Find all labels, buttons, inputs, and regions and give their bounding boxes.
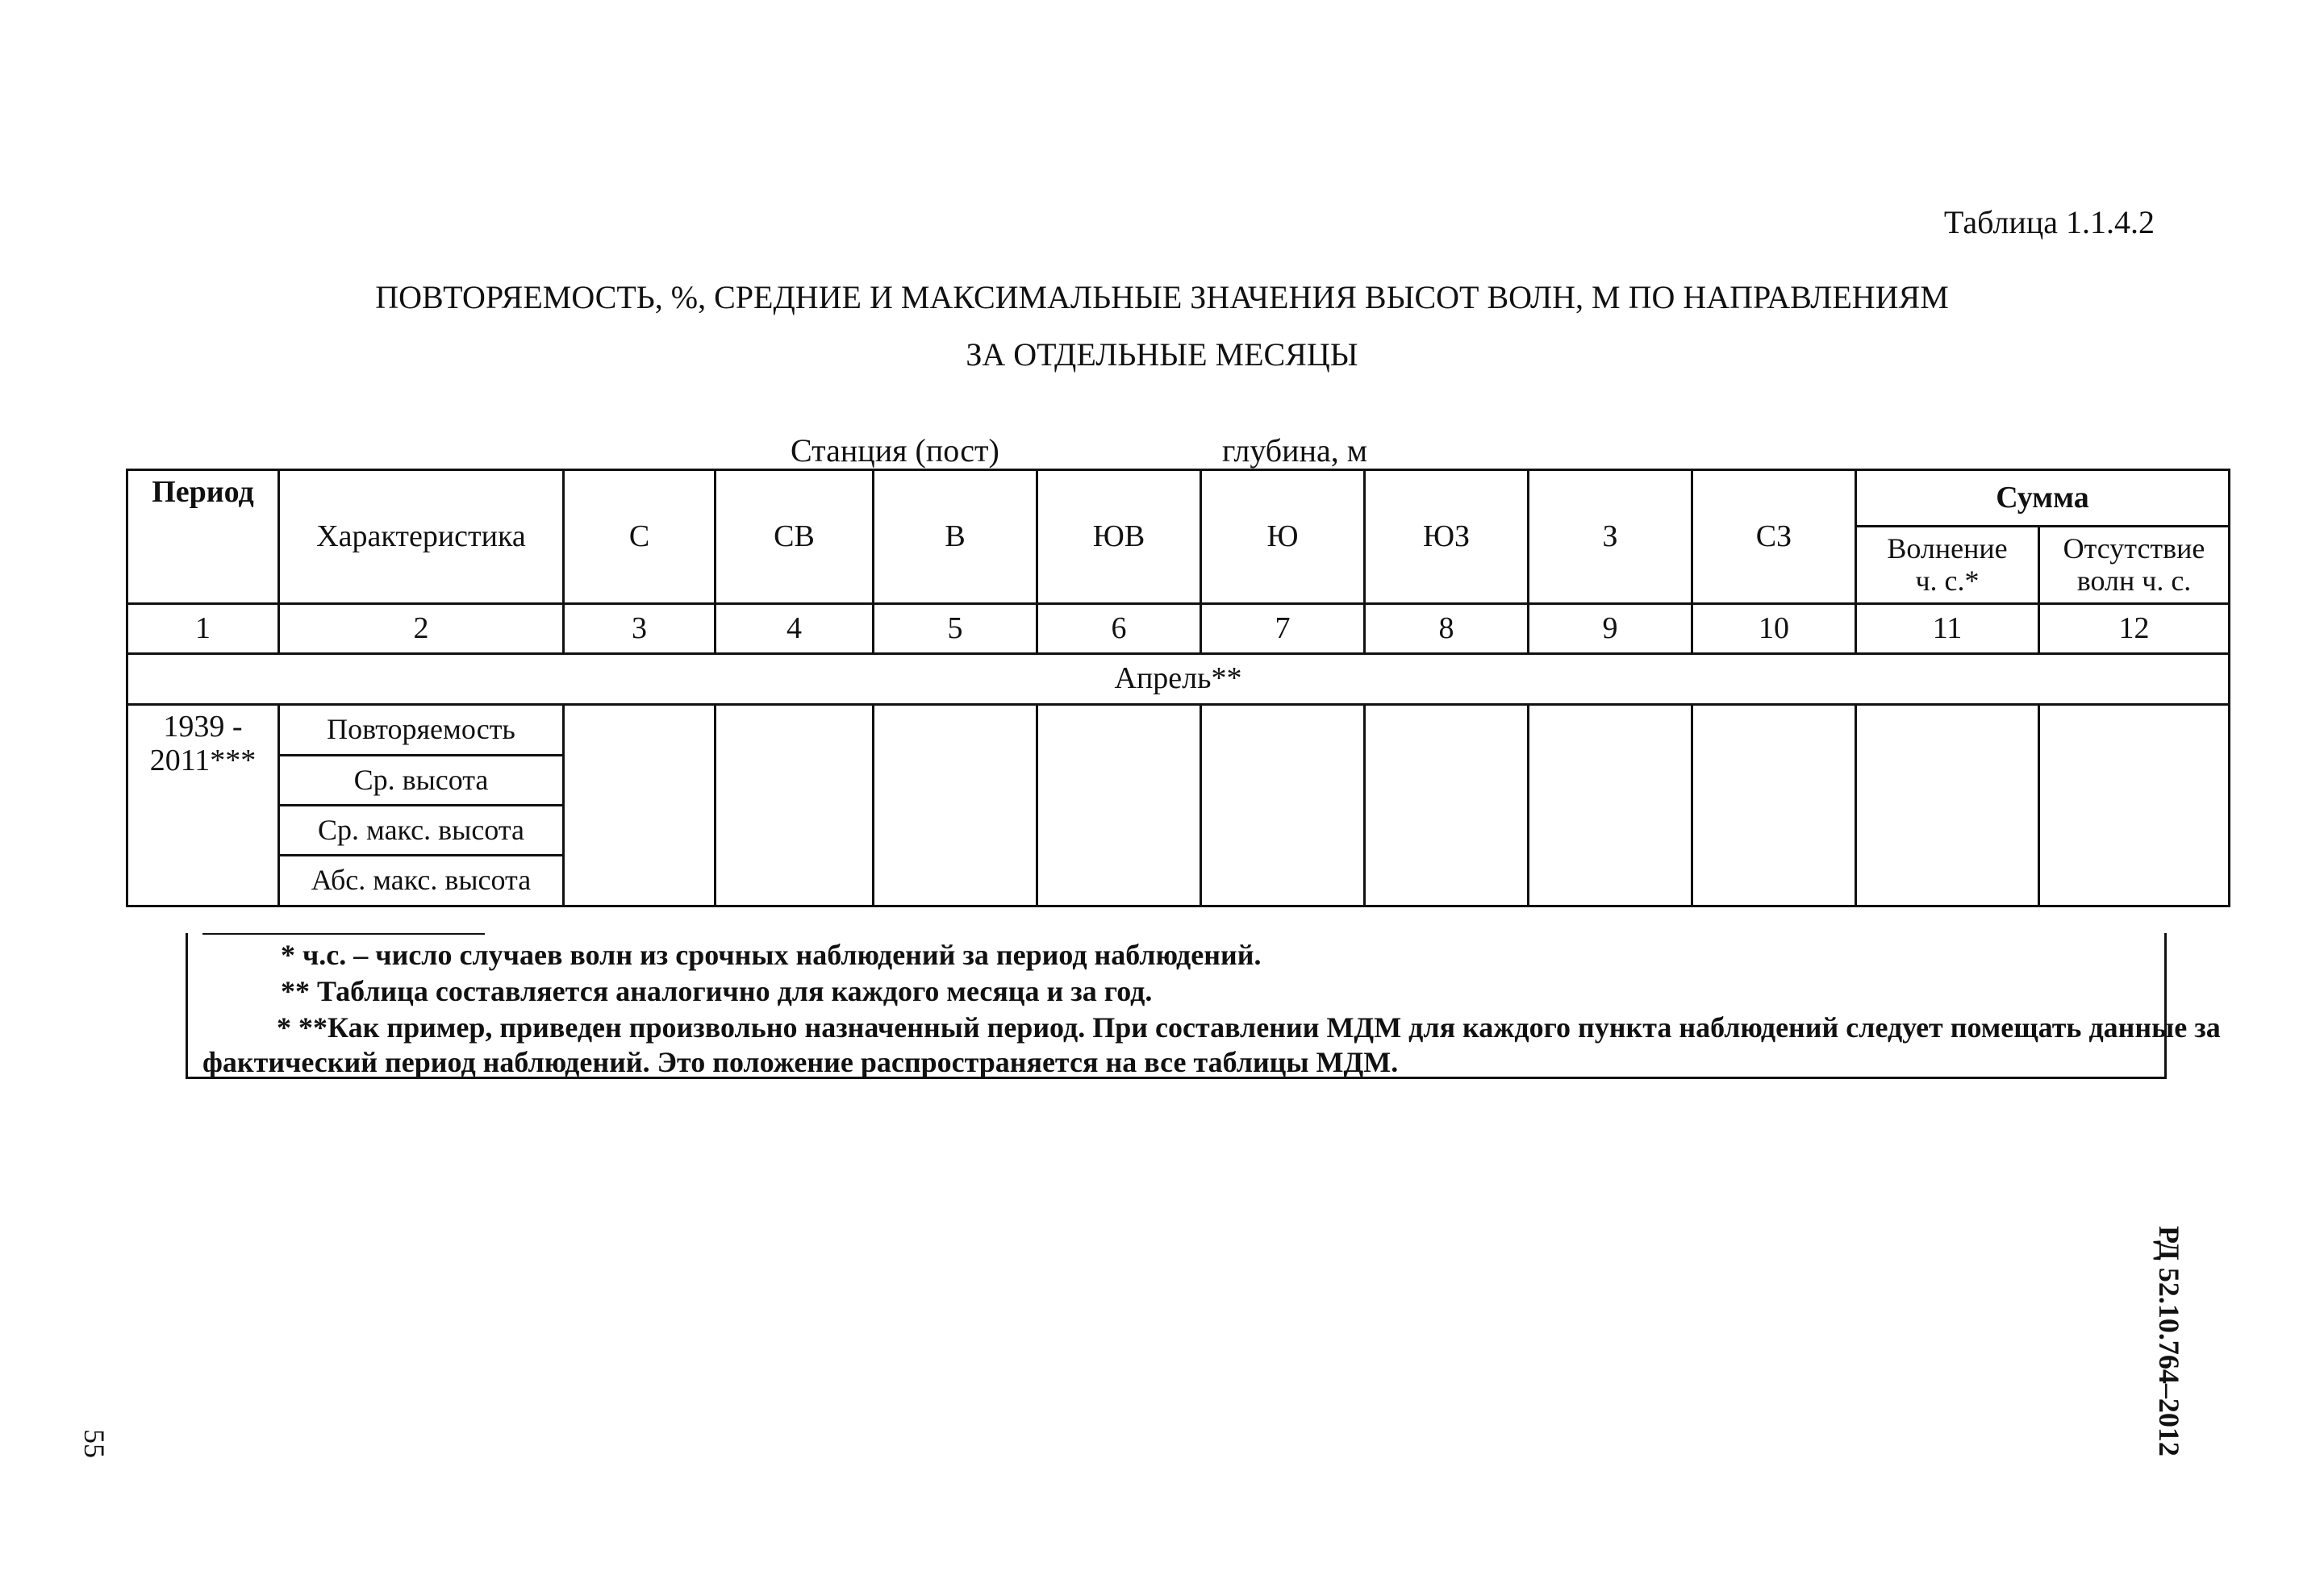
header-sum-no-waves-line2: волн ч. с. [2076, 564, 2192, 597]
characteristic-mean-max-height: Ср. макс. высота [279, 806, 564, 856]
column-number: 12 [2039, 604, 2230, 654]
period-cell [127, 705, 279, 906]
data-cell [1692, 705, 1856, 906]
footnote-2: ** Таблица составляется аналогично для каждого месяца и за год. [281, 975, 1153, 1007]
column-number: 10 [1692, 604, 1856, 654]
page-number: 55 [78, 1429, 111, 1458]
table-title: ПОВТОРЯЕМОСТЬ, %, СРЕДНИЕ И МАКСИМАЛЬНЫЕ ЗНАЧЕНИЯ ВЫСОТ ВОЛН, М ПО НАПРАВЛЕНИЯМ [375, 279, 1949, 315]
header-sum-no-waves-line1: Отсутствие [2063, 531, 2205, 565]
header-sum-waves-line1: Волнение [1887, 531, 2008, 565]
table-number: Таблица 1.1.4.2 [1943, 204, 2155, 240]
period-end: 2011*** [149, 743, 257, 777]
header-sum-waves-line2: ч. с.* [1915, 564, 1980, 597]
station-label: Станция (пост) [791, 432, 999, 469]
data-cell [1365, 705, 1529, 906]
column-number: 9 [1529, 604, 1692, 654]
data-cell [1037, 705, 1201, 906]
period-start: 1939 - [163, 710, 243, 744]
month-row: Апрель** [127, 654, 2230, 705]
data-cell [716, 705, 874, 906]
characteristic-mean-height: Ср. высота [279, 756, 564, 806]
data-cell [2039, 705, 2230, 906]
header-direction-n: С [564, 470, 716, 604]
column-number: 7 [1201, 604, 1365, 654]
header-direction-e: В [874, 470, 1037, 604]
wave-statistics-table [126, 469, 2230, 907]
header-characteristic: Характеристика [279, 470, 564, 604]
data-cell [1529, 705, 1692, 906]
column-number: 11 [1856, 604, 2039, 654]
header-direction-w: З [1529, 470, 1692, 604]
characteristic-frequency: Повторяемость [279, 705, 564, 756]
header-direction-s: Ю [1201, 470, 1365, 604]
header-sum: Сумма [1856, 470, 2230, 527]
column-number: 4 [716, 604, 874, 654]
footnotes [186, 933, 2221, 1079]
column-number: 5 [874, 604, 1037, 654]
table-title-continued: ЗА ОТДЕЛЬНЫЕ МЕСЯЦЫ [966, 336, 1358, 373]
footnote-1: * ч.с. – число случаев волн из срочных наблюдений за период наблюдений. [281, 939, 1262, 971]
depth-label: глубина, м [1222, 432, 1368, 469]
column-number: 8 [1365, 604, 1529, 654]
footnote-3-continued: фактический период наблюдений. Это положение распространяется на все таблицы МДМ. [202, 1046, 1399, 1078]
data-cell [874, 705, 1037, 906]
data-cell [564, 705, 716, 906]
column-number: 2 [279, 604, 564, 654]
column-number: 1 [127, 604, 279, 654]
column-number: 6 [1037, 604, 1201, 654]
header-sum-waves [1856, 527, 2039, 604]
footnote-3: * **Как пример, приведен произвольно назначенный период. При составлении МДМ для каждого пункта наблюдений следует помещать данные за [277, 1011, 2221, 1044]
data-cell [1201, 705, 1365, 906]
characteristic-abs-max-height: Абс. макс. высота [279, 856, 564, 906]
header-period: Период [127, 470, 279, 604]
footnote-rule [202, 933, 485, 935]
column-number: 3 [564, 604, 716, 654]
header-direction-sw: ЮЗ [1365, 470, 1529, 604]
header-sum-no-waves [2039, 527, 2230, 604]
header-direction-ne: СВ [716, 470, 874, 604]
document-code: РД 52.10.764–2012 [2153, 1226, 2185, 1456]
data-cell [1856, 705, 2039, 906]
header-direction-nw: СЗ [1692, 470, 1856, 604]
header-direction-se: ЮВ [1037, 470, 1201, 604]
